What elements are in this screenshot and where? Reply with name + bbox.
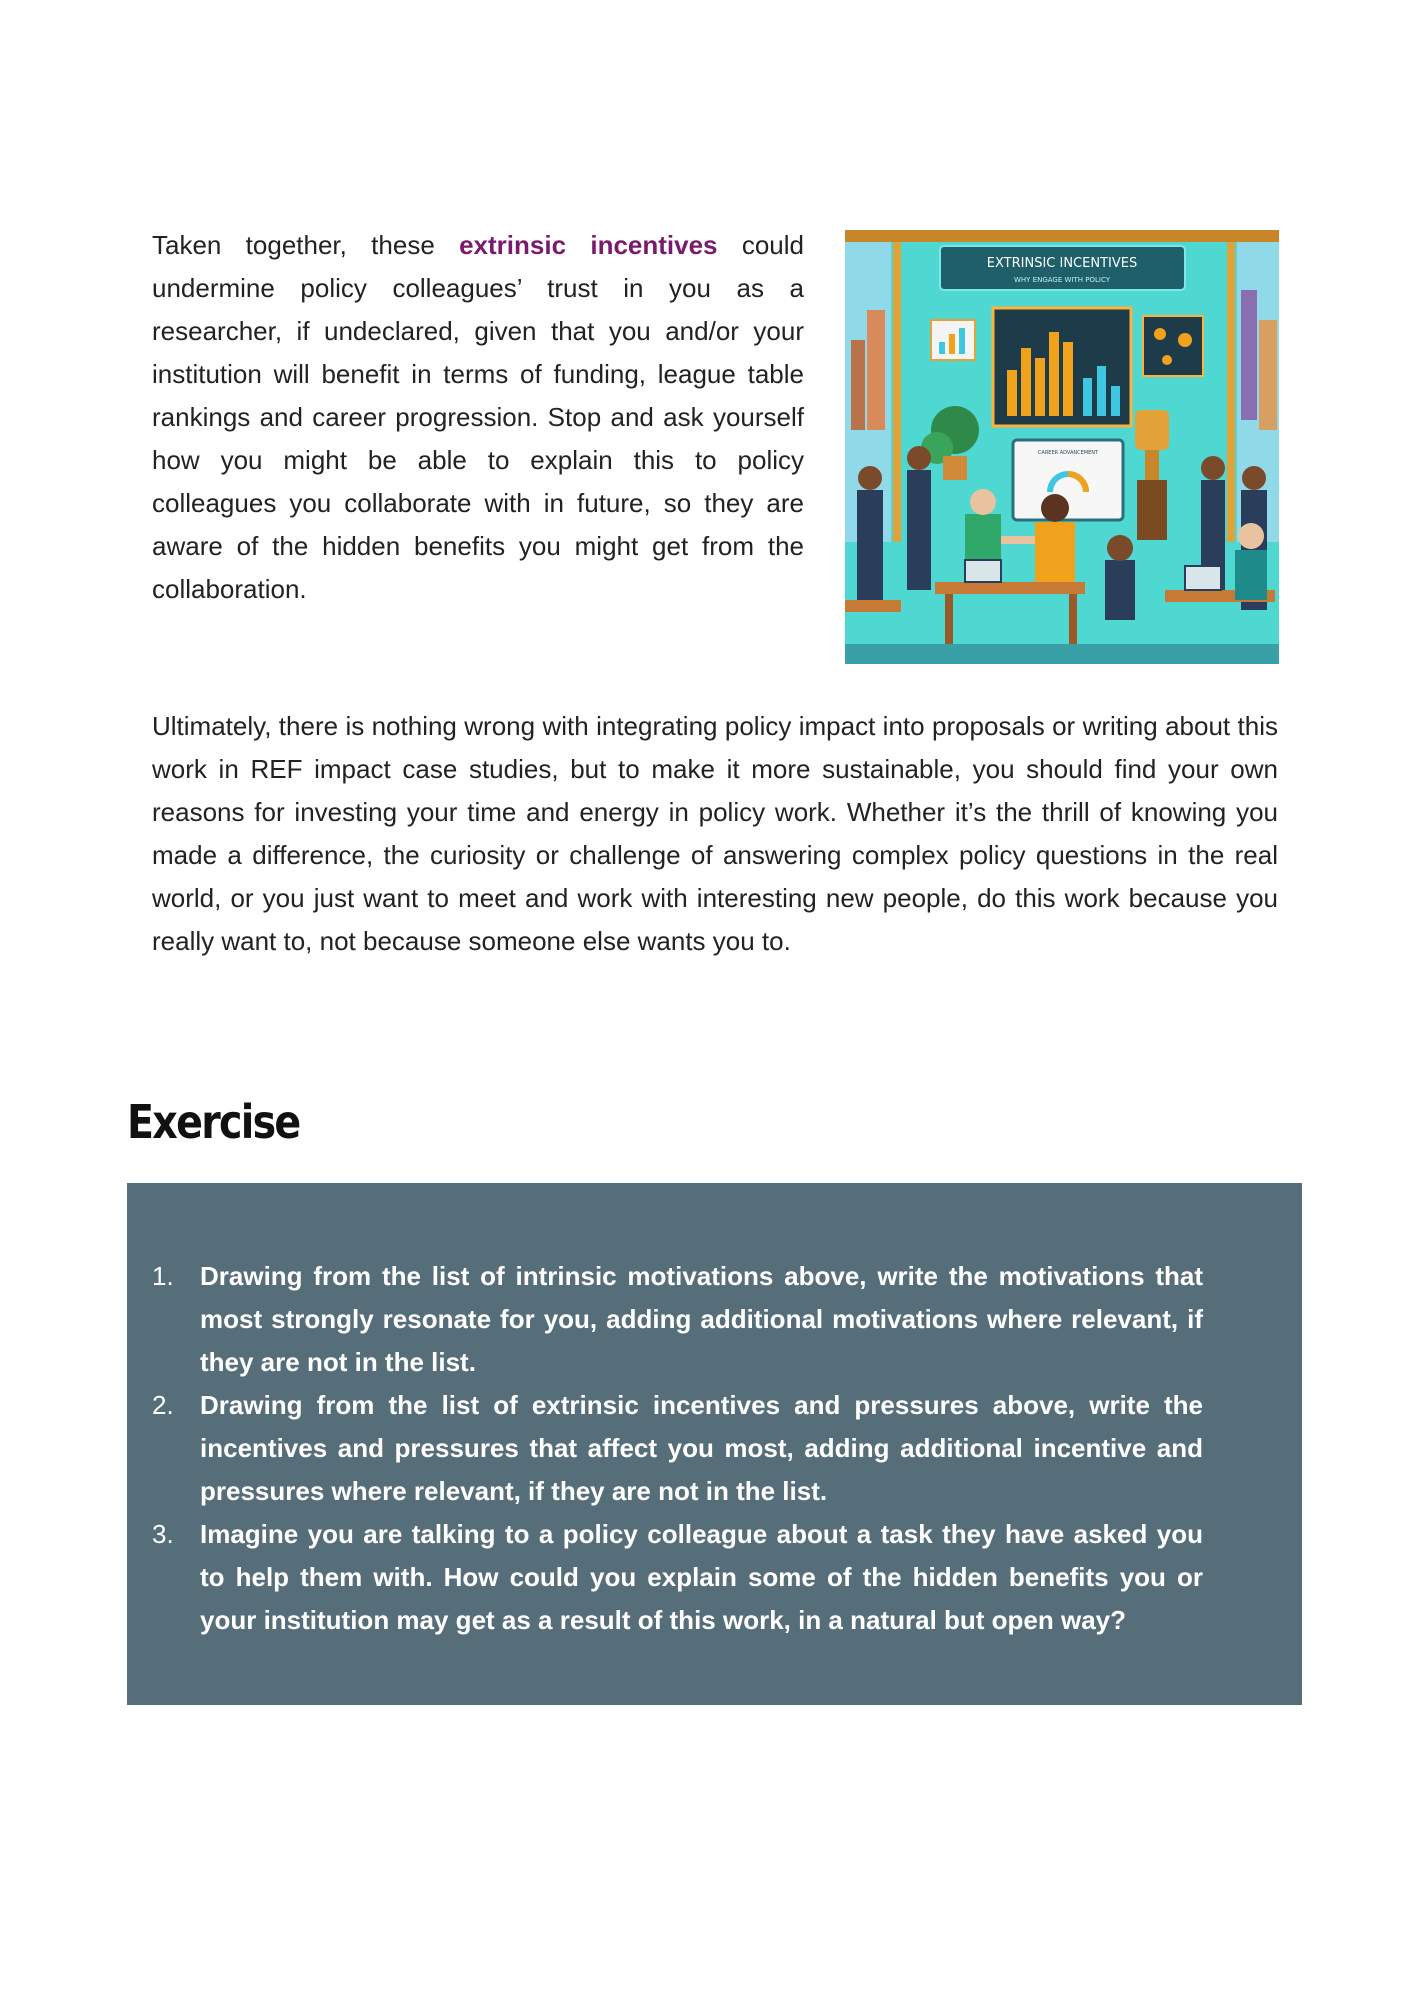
exercise-item-text: Imagine you are talking to a policy colleague about a task they have asked you to help them with. How could you explain some of the hidden benefits you or your institution may get as a result of this work, in a natural but open way? <box>200 1519 1203 1635</box>
office-scene-graphic <box>845 230 1279 664</box>
career-screen-label: CAREER ADVANCEMENT <box>1037 450 1099 456</box>
intro-text-before: Taken together, these <box>152 230 460 260</box>
exercise-list <box>127 1255 1302 1642</box>
banner-subtitle: WHY ENGAGE WITH POLICY <box>1014 276 1110 284</box>
exercise-item-text: Drawing from the list of extrinsic incentives and pressures above, write the incentives and pressures that affect you most, adding additional incentive and pressures where relevant, if they are not in the list. <box>200 1390 1203 1506</box>
exercise-item-3 <box>152 1513 1203 1642</box>
exercise-item-text: Drawing from the list of intrinsic motivations above, write the motivations that most strongly resonate for you, adding additional motivations where relevant, if they are not in the list. <box>200 1261 1203 1377</box>
exercise-item-number: 1. <box>152 1261 174 1291</box>
banner-title: EXTRINSIC INCENTIVES <box>986 256 1138 271</box>
exercise-item-number: 3. <box>152 1519 174 1549</box>
extrinsic-incentives-illustration <box>845 230 1279 664</box>
intro-paragraph <box>152 224 804 611</box>
exercise-box <box>127 1183 1302 1705</box>
extrinsic-incentives-highlight: extrinsic incentives <box>459 230 718 260</box>
intro-text-after: could undermine policy colleagues’ trust in you as a researcher, if undeclared, given that you and/or your institution will benefit in terms of funding, league table rankings and career progression. Stop and ask yourself how you might be able to explain this to policy colleagues you collaborate with in future, so they are aware of the hidden benefits you might get from the collaboration. <box>152 230 804 604</box>
exercise-item-2 <box>152 1384 1203 1513</box>
exercise-item-1 <box>152 1255 1203 1384</box>
exercise-item-number: 2. <box>152 1390 174 1420</box>
exercise-heading: Exercise <box>127 1095 300 1149</box>
conclusion-paragraph: Ultimately, there is nothing wrong with integrating policy impact into proposals or writing about this work in REF impact case studies, but to make it more sustainable, you should find your own reasons for investing your time and energy in policy work. Whether it’s the thrill of knowing you made a difference, the curiosity or challenge of answering complex policy questions in the real world, or you just want to meet and work with interesting new people, do this work because you really want to, not because someone else wants you to. <box>152 711 1278 956</box>
